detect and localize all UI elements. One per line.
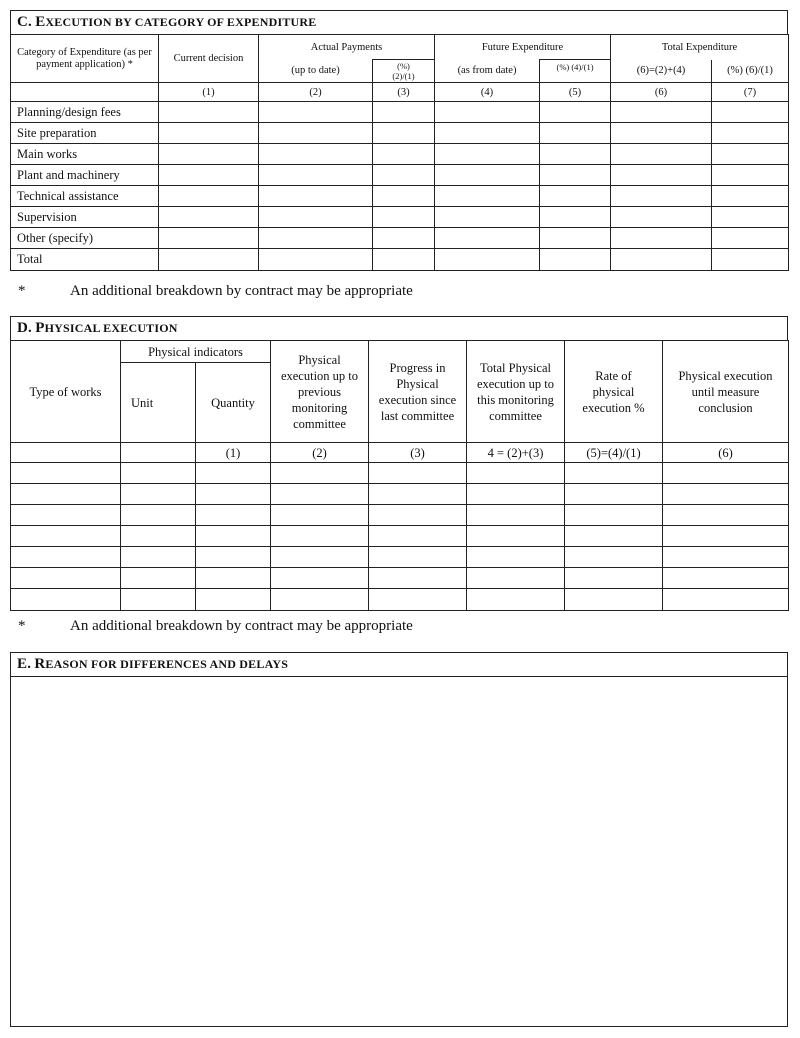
table-cell[interactable] (663, 526, 789, 547)
table-cell[interactable] (540, 123, 611, 144)
table-cell[interactable] (540, 249, 611, 271)
section-c-first-letter: E (35, 14, 46, 30)
category-label: Plant and machinery (11, 165, 159, 186)
table-cell[interactable] (369, 568, 467, 589)
table-cell[interactable] (11, 589, 121, 611)
table-cell[interactable] (159, 144, 259, 165)
table-row (11, 463, 789, 484)
table-cell[interactable] (196, 589, 271, 611)
table-cell[interactable] (196, 484, 271, 505)
table-cell[interactable] (369, 526, 467, 547)
category-label: Supervision (11, 207, 159, 228)
column-number: (1) (159, 83, 259, 102)
table-row (11, 505, 789, 526)
category-label: Total (11, 249, 159, 271)
table-cell[interactable] (467, 484, 565, 505)
table-cell[interactable] (11, 463, 121, 484)
table-cell[interactable] (565, 589, 663, 611)
table-row (11, 547, 789, 568)
table-cell[interactable] (565, 547, 663, 568)
table-cell[interactable] (565, 463, 663, 484)
table-cell[interactable] (712, 165, 789, 186)
table-cell[interactable] (196, 568, 271, 589)
column-number: (5)=(4)/(1) (565, 443, 663, 463)
table-cell[interactable] (121, 568, 196, 589)
table-cell[interactable] (196, 526, 271, 547)
table-cell[interactable] (159, 228, 259, 249)
table-row (11, 102, 789, 123)
header-unit: Unit (121, 363, 196, 443)
column-number: (3) (373, 83, 435, 102)
header-category: Category of Expenditure (as per payment application) * (11, 35, 159, 83)
section-d-footnote (18, 618, 413, 635)
table-cell[interactable] (373, 228, 435, 249)
section-d-first-letter: P (35, 320, 45, 336)
table-cell[interactable] (11, 547, 121, 568)
number-row-blank (11, 443, 121, 463)
section-d-title-rest: HYSICAL EXECUTION (44, 321, 178, 335)
column-number: 4 = (2)+(3) (467, 443, 565, 463)
section-e-title (10, 652, 788, 676)
table-cell[interactable] (611, 228, 712, 249)
table-cell[interactable] (565, 505, 663, 526)
table-cell[interactable] (611, 249, 712, 271)
column-number: (6) (611, 83, 712, 102)
table-cell[interactable] (259, 102, 373, 123)
table-cell[interactable] (259, 165, 373, 186)
table-cell[interactable] (540, 207, 611, 228)
table-cell[interactable] (373, 207, 435, 228)
table-row (11, 484, 789, 505)
table-cell[interactable] (712, 144, 789, 165)
table-cell[interactable] (467, 505, 565, 526)
table-cell[interactable] (196, 547, 271, 568)
number-row-blank (11, 83, 159, 102)
table-cell[interactable] (712, 186, 789, 207)
table-cell[interactable] (159, 165, 259, 186)
table-row (11, 526, 789, 547)
column-number: (2) (259, 83, 373, 102)
table-row (11, 249, 789, 271)
table-cell[interactable] (467, 568, 565, 589)
header-pct-2-1 (373, 60, 435, 83)
table-cell[interactable] (712, 228, 789, 249)
table-cell[interactable] (663, 484, 789, 505)
table-cell[interactable] (369, 505, 467, 526)
table-cell[interactable] (159, 102, 259, 123)
table-cell[interactable] (369, 463, 467, 484)
header-total-expenditure: Total Expenditure (611, 35, 789, 60)
table-cell[interactable] (467, 526, 565, 547)
footnote-text: An additional breakdown by contract may be appropriate (70, 283, 413, 299)
table-row (11, 123, 789, 144)
column-number: (6) (663, 443, 789, 463)
number-row-blank (121, 443, 196, 463)
reason-text-area[interactable] (10, 676, 788, 1027)
table-cell[interactable] (565, 526, 663, 547)
header-pct-2-1-bottom: (2)/(1) (392, 71, 415, 81)
table-cell[interactable] (11, 505, 121, 526)
table-cell[interactable] (435, 186, 540, 207)
table-cell[interactable] (435, 165, 540, 186)
table-cell[interactable] (540, 186, 611, 207)
table-cell[interactable] (196, 463, 271, 484)
column-number: (5) (540, 83, 611, 102)
table-cell[interactable] (369, 589, 467, 611)
table-cell[interactable] (373, 144, 435, 165)
header-pct-4-1: (%) (4)/(1) (540, 60, 611, 83)
table-cell[interactable] (159, 123, 259, 144)
table-cell[interactable] (435, 228, 540, 249)
table-cell[interactable] (259, 186, 373, 207)
header-pct-6-1: (%) (6)/(1) (712, 60, 789, 83)
section-e-title-rest: EASON FOR DIFFERENCES AND DELAYS (45, 657, 289, 671)
table-cell[interactable] (663, 589, 789, 611)
column-number: (2) (271, 443, 369, 463)
footnote-star: * (18, 283, 26, 299)
table-cell[interactable] (373, 249, 435, 271)
column-number: (1) (196, 443, 271, 463)
table-cell[interactable] (121, 547, 196, 568)
table-cell[interactable] (611, 186, 712, 207)
table-cell[interactable] (611, 144, 712, 165)
table-cell[interactable] (467, 463, 565, 484)
table-cell[interactable] (611, 123, 712, 144)
section-e-first-letter: R (34, 656, 46, 672)
header-sum-6: (6)=(2)+(4) (611, 60, 712, 83)
table-cell[interactable] (121, 589, 196, 611)
table-cell[interactable] (435, 102, 540, 123)
table-cell[interactable] (271, 589, 369, 611)
category-label: Other (specify) (11, 228, 159, 249)
table-cell[interactable] (373, 102, 435, 123)
execution-by-category-table (10, 34, 789, 271)
table-cell[interactable] (565, 568, 663, 589)
category-label: Site preparation (11, 123, 159, 144)
table-cell[interactable] (663, 568, 789, 589)
table-cell[interactable] (565, 484, 663, 505)
section-d-initial: D. (17, 320, 32, 336)
table-cell[interactable] (271, 505, 369, 526)
table-cell[interactable] (611, 165, 712, 186)
table-cell[interactable] (712, 207, 789, 228)
table-cell[interactable] (373, 165, 435, 186)
table-cell[interactable] (121, 463, 196, 484)
table-cell[interactable] (712, 249, 789, 271)
table-cell[interactable] (435, 249, 540, 271)
header-type-of-works: Type of works (11, 341, 121, 443)
table-cell[interactable] (540, 165, 611, 186)
section-c-title-rest: XECUTION BY CATEGORY OF EXPENDITURE (45, 15, 317, 29)
category-label: Main works (11, 144, 159, 165)
section-c-footnote (18, 283, 413, 300)
header-rate-physical-execution: Rate of physical execution % (565, 341, 663, 443)
header-future-expenditure: Future Expenditure (435, 35, 611, 60)
table-cell[interactable] (121, 505, 196, 526)
table-cell[interactable] (159, 207, 259, 228)
table-cell[interactable] (540, 144, 611, 165)
table-cell[interactable] (259, 207, 373, 228)
table-row (11, 144, 789, 165)
section-c-initial: C. (17, 14, 32, 30)
category-label: Technical assistance (11, 186, 159, 207)
table-cell[interactable] (369, 547, 467, 568)
table-cell[interactable] (11, 526, 121, 547)
table-cell[interactable] (271, 526, 369, 547)
table-cell[interactable] (271, 547, 369, 568)
table-cell[interactable] (121, 484, 196, 505)
table-cell[interactable] (712, 123, 789, 144)
table-cell[interactable] (121, 526, 196, 547)
table-cell[interactable] (467, 547, 565, 568)
section-e-initial: E. (17, 656, 32, 672)
table-cell[interactable] (611, 102, 712, 123)
table-cell[interactable] (663, 505, 789, 526)
table-cell[interactable] (467, 589, 565, 611)
table-cell[interactable] (611, 207, 712, 228)
category-label: Planning/design fees (11, 102, 159, 123)
table-cell[interactable] (435, 207, 540, 228)
table-cell[interactable] (373, 186, 435, 207)
table-cell[interactable] (663, 547, 789, 568)
table-cell[interactable] (196, 505, 271, 526)
table-row (11, 165, 789, 186)
table-row (11, 568, 789, 589)
table-row (11, 207, 789, 228)
header-total-physical-execution: Total Physical execution up to this monitoring committee (467, 341, 565, 443)
table-cell[interactable] (435, 144, 540, 165)
header-physical-execution-previous: Physical execution up to previous monitoring committee (271, 341, 369, 443)
column-number: (4) (435, 83, 540, 102)
header-physical-indicators: Physical indicators (121, 341, 271, 363)
header-pct-2-1-top: (%) (397, 61, 410, 71)
table-cell[interactable] (259, 249, 373, 271)
section-c-title (10, 10, 788, 34)
column-number: (7) (712, 83, 789, 102)
table-cell[interactable] (271, 463, 369, 484)
table-cell[interactable] (435, 123, 540, 144)
header-progress-since-last: Progress in Physical execution since last committee (369, 341, 467, 443)
table-cell[interactable] (271, 568, 369, 589)
footnote-text: An additional breakdown by contract may be appropriate (70, 618, 413, 634)
table-cell[interactable] (663, 463, 789, 484)
table-cell[interactable] (159, 186, 259, 207)
table-cell[interactable] (540, 102, 611, 123)
table-cell[interactable] (159, 249, 259, 271)
table-row (11, 186, 789, 207)
table-cell[interactable] (271, 484, 369, 505)
header-actual-payments: Actual Payments (259, 35, 435, 60)
table-row (11, 589, 789, 611)
table-cell[interactable] (259, 144, 373, 165)
table-cell[interactable] (540, 228, 611, 249)
table-cell[interactable] (712, 102, 789, 123)
table-row (11, 228, 789, 249)
table-cell[interactable] (259, 123, 373, 144)
header-as-from-date: (as from date) (435, 60, 540, 83)
header-execution-until-conclusion: Physical execution until measure conclusion (663, 341, 789, 443)
section-d-title (10, 316, 788, 340)
header-up-to-date: (up to date) (259, 60, 373, 83)
footnote-star: * (18, 618, 26, 634)
table-cell[interactable] (11, 484, 121, 505)
header-quantity: Quantity (196, 363, 271, 443)
table-cell[interactable] (11, 568, 121, 589)
column-number: (3) (369, 443, 467, 463)
table-cell[interactable] (369, 484, 467, 505)
table-cell[interactable] (373, 123, 435, 144)
table-cell[interactable] (259, 228, 373, 249)
physical-execution-table (10, 340, 789, 611)
header-current-decision: Current decision (159, 35, 259, 83)
